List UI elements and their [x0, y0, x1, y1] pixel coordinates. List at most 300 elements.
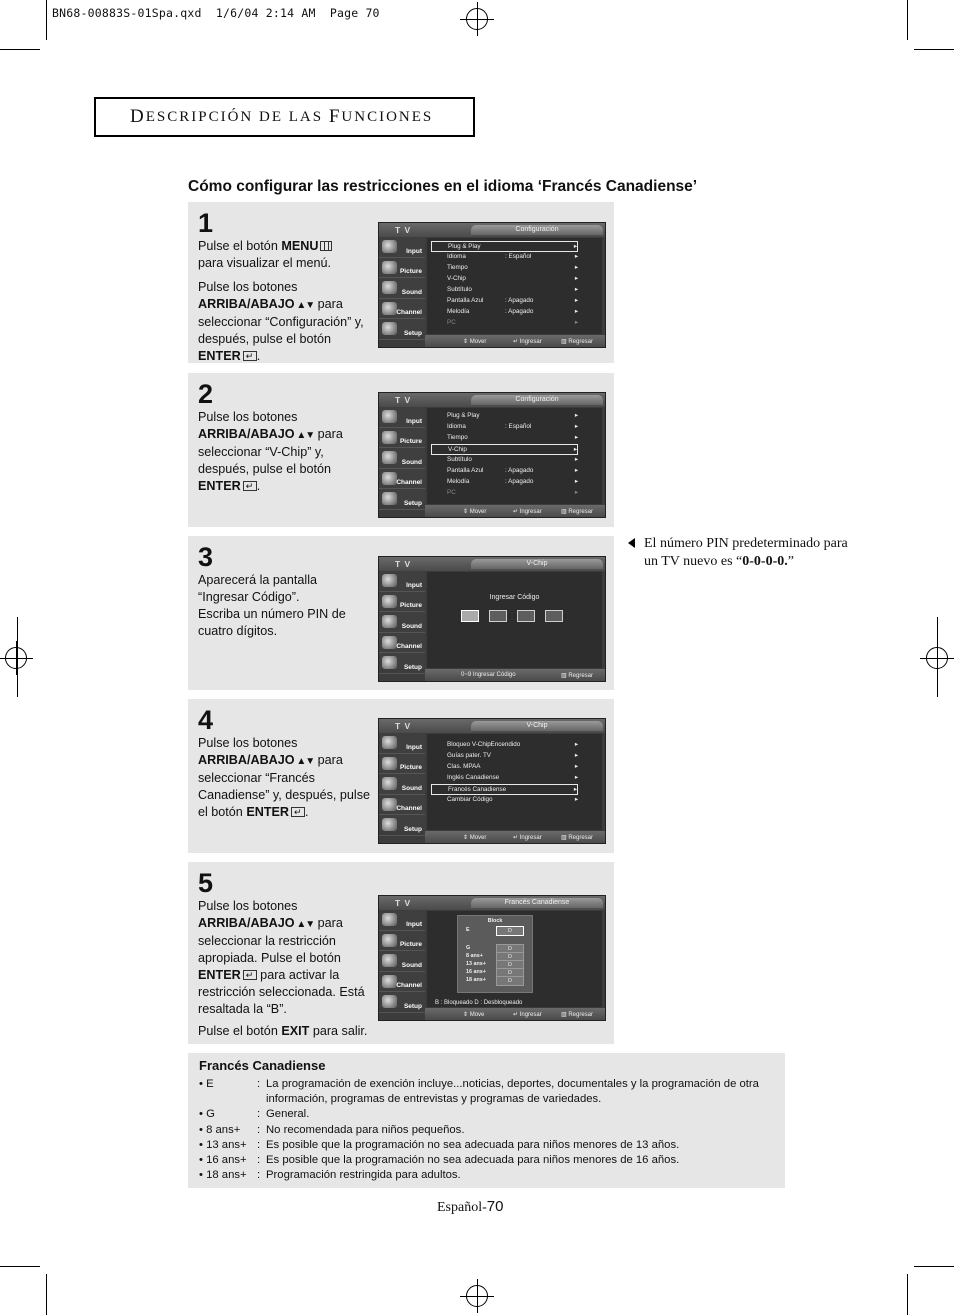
back-hint: ▥ Regresar	[561, 509, 594, 515]
label: Picture	[399, 268, 422, 275]
registration-mark	[466, 1285, 488, 1307]
chevron-right-icon: ▸	[574, 319, 578, 326]
button-name: ENTER	[198, 349, 241, 363]
registration-mark	[466, 8, 488, 30]
tv-nav-bar	[425, 505, 605, 517]
tv-side-picture	[379, 754, 425, 775]
tv-side-setup	[379, 653, 425, 674]
sound-icon	[382, 281, 397, 294]
chevron-right-icon: ▸	[574, 489, 578, 496]
tv-side-input	[379, 733, 425, 754]
chevron-right-icon: ▸	[574, 308, 578, 315]
colon: :	[257, 1108, 261, 1120]
label: Input	[406, 417, 422, 425]
tv-side-sound	[379, 951, 425, 972]
step-number: 2	[198, 379, 214, 409]
chevron-right-icon: ▸	[574, 796, 578, 803]
label: Ingresar	[519, 835, 542, 841]
input-icon	[382, 913, 397, 926]
label: Subtítulo	[447, 456, 472, 463]
tv-tab: Configuración	[471, 225, 603, 235]
text: Pulse el botón	[198, 239, 282, 253]
pin-digit-box	[489, 610, 507, 622]
label: Setup	[403, 1002, 422, 1010]
chevron-right-icon: ▸	[574, 456, 578, 463]
menu-row	[431, 477, 578, 488]
section-initial: F	[328, 106, 342, 127]
label: Picture	[399, 764, 422, 771]
legend-title: Francés Canadiense	[199, 1058, 326, 1073]
up-down-arrows-icon: ▲▼	[294, 300, 315, 311]
enter-icon	[243, 970, 257, 980]
chevron-right-icon: ▸	[574, 774, 578, 781]
menu-row	[431, 740, 578, 751]
channel-icon	[382, 798, 397, 811]
page-title: Cómo configurar las restricciones en el idioma ‘Francés Canadiense’	[188, 178, 698, 195]
text: Pulse los botones	[198, 736, 298, 750]
chevron-right-icon: ▸	[574, 412, 578, 419]
page-lang: Español-	[437, 1200, 487, 1215]
sound-icon	[382, 777, 397, 790]
crop-mark	[0, 49, 40, 50]
tv-screen	[378, 392, 606, 518]
tv-side-setup	[379, 319, 425, 340]
setup-icon	[382, 656, 397, 669]
label: Ingresar	[519, 1012, 542, 1018]
colon: :	[257, 1169, 261, 1181]
pin-digit-box	[517, 610, 535, 622]
page-number	[437, 1198, 503, 1216]
label: Regresar	[568, 673, 594, 679]
label: Francés Canadiense	[448, 786, 507, 793]
menu-icon	[320, 241, 332, 251]
text: Pulse los botones	[198, 899, 298, 913]
tv-side-input	[379, 407, 425, 428]
pin-title: Ingresar Código	[489, 594, 540, 601]
value: : Español	[505, 423, 532, 430]
tv-label: T V	[395, 721, 412, 731]
text: ”	[787, 554, 794, 569]
tv-pin-entry	[427, 572, 602, 668]
desc: Es posible que la programación no sea adecuada para niños menores de 13 años.	[266, 1139, 680, 1151]
step-instructions	[198, 735, 370, 828]
label: Idioma	[447, 423, 466, 430]
crop-mark	[907, 1274, 908, 1315]
tv-side-input	[379, 910, 425, 931]
step-number: 5	[198, 868, 214, 898]
label: Ingresar	[519, 339, 542, 345]
label: Ingresar	[519, 509, 542, 515]
tv-label: T V	[395, 395, 412, 405]
button-name: ENTER	[246, 805, 290, 819]
value: : Apagado	[505, 478, 534, 485]
menu-row	[431, 307, 578, 318]
block-header: Block	[487, 918, 503, 924]
step-1	[188, 202, 614, 363]
picture-icon	[382, 934, 397, 947]
rating: 18 ans+	[466, 977, 486, 983]
chevron-right-icon: ▸	[574, 434, 578, 441]
label: Sound	[401, 784, 422, 792]
block-state: D	[496, 944, 524, 954]
menu-row	[431, 795, 578, 806]
tv-nav-bar	[425, 1008, 605, 1020]
tv-tab: V-Chip	[471, 559, 603, 569]
button-name: ARRIBA/ABAJO	[198, 916, 295, 930]
block-row	[462, 960, 528, 968]
label: Input	[406, 920, 422, 928]
button-name: ARRIBA/ABAJO	[198, 297, 295, 311]
button-name: ENTER	[198, 968, 241, 982]
label: Channel	[396, 643, 422, 650]
tv-screen	[378, 222, 606, 348]
button-name: ENTER	[198, 479, 241, 493]
chevron-right-icon: ▸	[574, 297, 578, 304]
label: V-Chip	[448, 446, 467, 453]
menu-row	[431, 444, 578, 455]
menu-row	[431, 422, 578, 433]
text: .	[256, 349, 261, 363]
tv-tab: Francés Canadiense	[471, 898, 603, 908]
move-hint: ⇕ Mover	[463, 835, 487, 841]
crop-mark	[914, 1266, 954, 1267]
button-name: MENU	[281, 239, 319, 253]
label: Regresar	[568, 1012, 594, 1018]
step-instructions	[198, 898, 370, 1025]
step-number: 4	[198, 705, 214, 735]
label: Pantalla Azul	[447, 467, 484, 474]
tv-side-setup	[379, 489, 425, 510]
tv-menu	[427, 408, 602, 504]
enter-icon	[243, 481, 257, 491]
term: • 16 ans+	[199, 1154, 247, 1166]
menu-row	[431, 488, 578, 499]
block-row	[462, 926, 528, 934]
tv-side-channel	[379, 972, 425, 993]
label: Channel	[396, 982, 422, 989]
setup-icon	[382, 818, 397, 831]
up-down-arrows-icon: ▲▼	[294, 430, 315, 441]
page-num: 70	[486, 1198, 504, 1215]
menu-row	[431, 411, 578, 422]
tv-side-sound	[379, 612, 425, 633]
rating: 13 ans+	[466, 961, 486, 967]
tv-side-setup	[379, 815, 425, 836]
crop-mark	[0, 1266, 40, 1267]
menu-row	[431, 751, 578, 762]
label: Sound	[401, 458, 422, 466]
tv-sidebar	[379, 910, 425, 1008]
label: Channel	[396, 805, 422, 812]
enter-hint: ↵ Ingresar	[513, 509, 542, 515]
label: Regresar	[568, 509, 594, 515]
step-5	[188, 862, 614, 1044]
label: Setup	[403, 329, 422, 337]
label: Move	[469, 1012, 485, 1018]
text: Pulse los botones	[198, 280, 298, 294]
label: Tiempo	[447, 434, 468, 441]
tv-side-input	[379, 571, 425, 592]
text: Aparecerá la pantalla “Ingresar Código”.	[198, 573, 318, 604]
back-hint: ▥ Regresar	[561, 835, 594, 841]
desc: Programación restringida para adultos.	[266, 1169, 461, 1181]
text: para seleccionar la restricción apropiada. Pulse el botón	[198, 916, 343, 965]
tv-label: T V	[395, 898, 412, 908]
menu-row	[431, 263, 578, 274]
block-state: D	[496, 952, 524, 962]
input-icon	[382, 240, 397, 253]
move-hint: ⇕ Mover	[463, 509, 487, 515]
menu-row	[431, 773, 578, 784]
text: para visualizar el menú.	[198, 256, 331, 270]
move-hint: ⇕ Move	[463, 1012, 485, 1018]
label: Sound	[401, 961, 422, 969]
text: Escriba un número PIN de cuatro dígitos.	[198, 607, 346, 638]
tv-sidebar	[379, 237, 425, 335]
crop-mark	[46, 0, 47, 40]
label: Sound	[401, 288, 422, 296]
registration-mark	[5, 647, 27, 669]
block-row	[462, 944, 528, 952]
desc: Es posible que la programación no sea adecuada para niños menores de 16 años.	[266, 1154, 680, 1166]
term: • G	[199, 1108, 215, 1120]
channel-icon	[382, 975, 397, 988]
crop-mark	[914, 49, 954, 50]
sound-icon	[382, 954, 397, 967]
block-state: D	[496, 960, 524, 970]
label: Plug & Play	[447, 412, 480, 419]
label: Setup	[403, 663, 422, 671]
label: Subtítulo	[447, 286, 472, 293]
chevron-right-icon: ▸	[573, 243, 577, 250]
tv-side-picture	[379, 592, 425, 613]
rating: E	[466, 927, 470, 933]
rating: G	[466, 945, 471, 951]
tv-side-input	[379, 237, 425, 258]
chevron-right-icon: ▸	[574, 275, 578, 282]
label: Pantalla Azul	[447, 297, 484, 304]
menu-row	[431, 252, 578, 263]
tv-block-screen	[427, 911, 602, 1007]
step-number: 3	[198, 542, 214, 572]
section-initial: D	[130, 106, 146, 127]
tv-nav-bar	[425, 669, 605, 681]
tv-label: T V	[395, 559, 412, 569]
term: • 8 ans+	[199, 1124, 241, 1136]
button-name: EXIT	[281, 1024, 310, 1038]
block-state: D	[496, 976, 524, 986]
menu-row	[431, 455, 578, 466]
menu-row	[431, 762, 578, 773]
label: Setup	[403, 825, 422, 833]
pin-digit-box	[461, 610, 479, 622]
label: Clas. MPAA	[447, 763, 481, 770]
up-down-arrows-icon: ▲▼	[294, 919, 315, 930]
term: • E	[199, 1078, 214, 1090]
tv-side-channel	[379, 469, 425, 490]
enter-icon	[243, 351, 257, 361]
channel-icon	[382, 302, 397, 315]
colon: :	[257, 1078, 261, 1090]
step-instructions	[198, 409, 370, 502]
tv-side-picture	[379, 931, 425, 952]
menu-row	[431, 466, 578, 477]
chevron-right-icon: ▸	[573, 446, 577, 453]
section-text: ESCRIPCIÓN DE LAS	[145, 108, 324, 125]
chevron-right-icon: ▸	[574, 752, 578, 759]
value: : Encendido	[487, 741, 521, 748]
label: Channel	[396, 309, 422, 316]
chevron-right-icon: ▸	[574, 467, 578, 474]
colon: :	[257, 1154, 261, 1166]
tv-side-sound	[379, 448, 425, 469]
menu-row	[431, 285, 578, 296]
text: para seleccionar “Configuración” y, después, pulse el botón	[198, 297, 364, 346]
value: : Apagado	[505, 297, 534, 304]
value: : Apagado	[505, 467, 534, 474]
pointer-left-icon	[628, 538, 635, 548]
term: • 18 ans+	[199, 1169, 247, 1181]
desc: La programación de exención incluye...noticias, deportes, documentales y la programación de otra información, programas de entrevistas y programas de variedades.	[266, 1078, 759, 1105]
default-pin: 0-0-0-0.	[742, 554, 788, 569]
desc: General.	[266, 1108, 310, 1120]
menu-row	[431, 241, 578, 252]
text: .	[305, 805, 309, 819]
tv-header	[379, 557, 605, 571]
rating-legend	[188, 1053, 785, 1188]
setup-icon	[382, 995, 397, 1008]
chevron-right-icon: ▸	[573, 786, 577, 793]
menu-row	[431, 784, 578, 795]
rating: 16 ans+	[466, 969, 486, 975]
tv-menu	[427, 238, 602, 334]
chevron-right-icon: ▸	[574, 264, 578, 271]
menu-row	[431, 318, 578, 329]
back-hint: ▥ Regresar	[561, 339, 594, 345]
picture-icon	[382, 431, 397, 444]
button-name: ARRIBA/ABAJO	[198, 427, 295, 441]
step-instructions	[198, 572, 370, 647]
step-3	[188, 536, 614, 690]
label: Picture	[399, 438, 422, 445]
tv-side-sound	[379, 278, 425, 299]
picture-icon	[382, 757, 397, 770]
input-icon	[382, 410, 397, 423]
block-row	[462, 968, 528, 976]
label: Mover	[469, 835, 487, 841]
exit-instruction	[198, 1024, 367, 1038]
tv-side-channel	[379, 299, 425, 320]
label: Channel	[396, 479, 422, 486]
term: • 13 ans+	[199, 1139, 247, 1151]
enter-hint: ↵ Ingresar	[513, 339, 542, 345]
label: Mover	[469, 339, 487, 345]
chevron-right-icon: ▸	[574, 763, 578, 770]
desc: No recomendada para niños pequeños.	[266, 1124, 465, 1136]
tv-header	[379, 393, 605, 407]
value: : Español	[505, 253, 532, 260]
section-title	[94, 97, 475, 137]
move-hint: ⇕ Mover	[463, 339, 487, 345]
label: Idioma	[447, 253, 466, 260]
tv-side-sound	[379, 774, 425, 795]
label: Picture	[399, 602, 422, 609]
tv-header	[379, 719, 605, 733]
picture-icon	[382, 261, 397, 274]
label: Melodía	[447, 308, 470, 315]
print-header: BN68-00883S-01Spa.qxd 1/6/04 2:14 AM Page 70	[52, 6, 380, 20]
tv-screen	[378, 718, 606, 844]
label: V-Chip	[447, 275, 466, 282]
setup-icon	[382, 492, 397, 505]
tv-nav-bar	[425, 831, 605, 843]
text: El número PIN predeterminado para un TV nuevo es “	[644, 536, 848, 569]
tv-screen	[378, 895, 606, 1021]
step-number: 1	[198, 208, 214, 238]
label: Cambiar Código	[447, 796, 493, 803]
colon: :	[257, 1124, 261, 1136]
pin-digit-box	[545, 610, 563, 622]
tv-header	[379, 223, 605, 237]
block-legend: B : Bloqueado D : Desbloqueado	[435, 1000, 523, 1006]
text: Pulse los botones	[198, 410, 298, 424]
label: Input	[406, 743, 422, 751]
pin-hint: 0~9 Ingresar Código	[461, 672, 516, 678]
label: PC	[447, 489, 456, 496]
input-icon	[382, 736, 397, 749]
label: Input	[406, 247, 422, 255]
label: Plug & Play	[448, 243, 481, 250]
channel-icon	[382, 636, 397, 649]
tv-sidebar	[379, 571, 425, 669]
label: Regresar	[568, 835, 594, 841]
label: Guías pater. TV	[447, 752, 491, 759]
tv-side-picture	[379, 428, 425, 449]
sound-icon	[382, 615, 397, 628]
button-name: ARRIBA/ABAJO	[198, 753, 295, 767]
tv-header	[379, 896, 605, 910]
enter-hint: ↵ Ingresar	[513, 1012, 542, 1018]
label: Sound	[401, 622, 422, 630]
step-instructions	[198, 238, 370, 372]
value: : Apagado	[505, 308, 534, 315]
rating: 8 ans+	[466, 953, 483, 959]
setup-icon	[382, 322, 397, 335]
chevron-right-icon: ▸	[574, 286, 578, 293]
menu-row	[431, 433, 578, 444]
crop-mark	[46, 1274, 47, 1315]
step-4	[188, 699, 614, 853]
crop-mark	[17, 617, 18, 697]
back-hint: ▥ Regresar	[561, 1012, 594, 1018]
block-table	[457, 915, 533, 993]
up-down-arrows-icon: ▲▼	[294, 756, 315, 767]
tv-nav-bar	[425, 335, 605, 347]
label: PC	[447, 319, 456, 326]
menu-row	[431, 296, 578, 307]
label: Mover	[469, 509, 487, 515]
chevron-right-icon: ▸	[574, 253, 578, 260]
crop-mark	[907, 0, 908, 40]
tv-side-setup	[379, 992, 425, 1013]
tv-side-channel	[379, 633, 425, 654]
chevron-right-icon: ▸	[574, 741, 578, 748]
input-icon	[382, 574, 397, 587]
label: Melodía	[447, 478, 470, 485]
text: para seleccionar “V-Chip” y, después, pulse el botón	[198, 427, 343, 476]
block-state: D	[496, 926, 524, 936]
tv-side-picture	[379, 258, 425, 279]
